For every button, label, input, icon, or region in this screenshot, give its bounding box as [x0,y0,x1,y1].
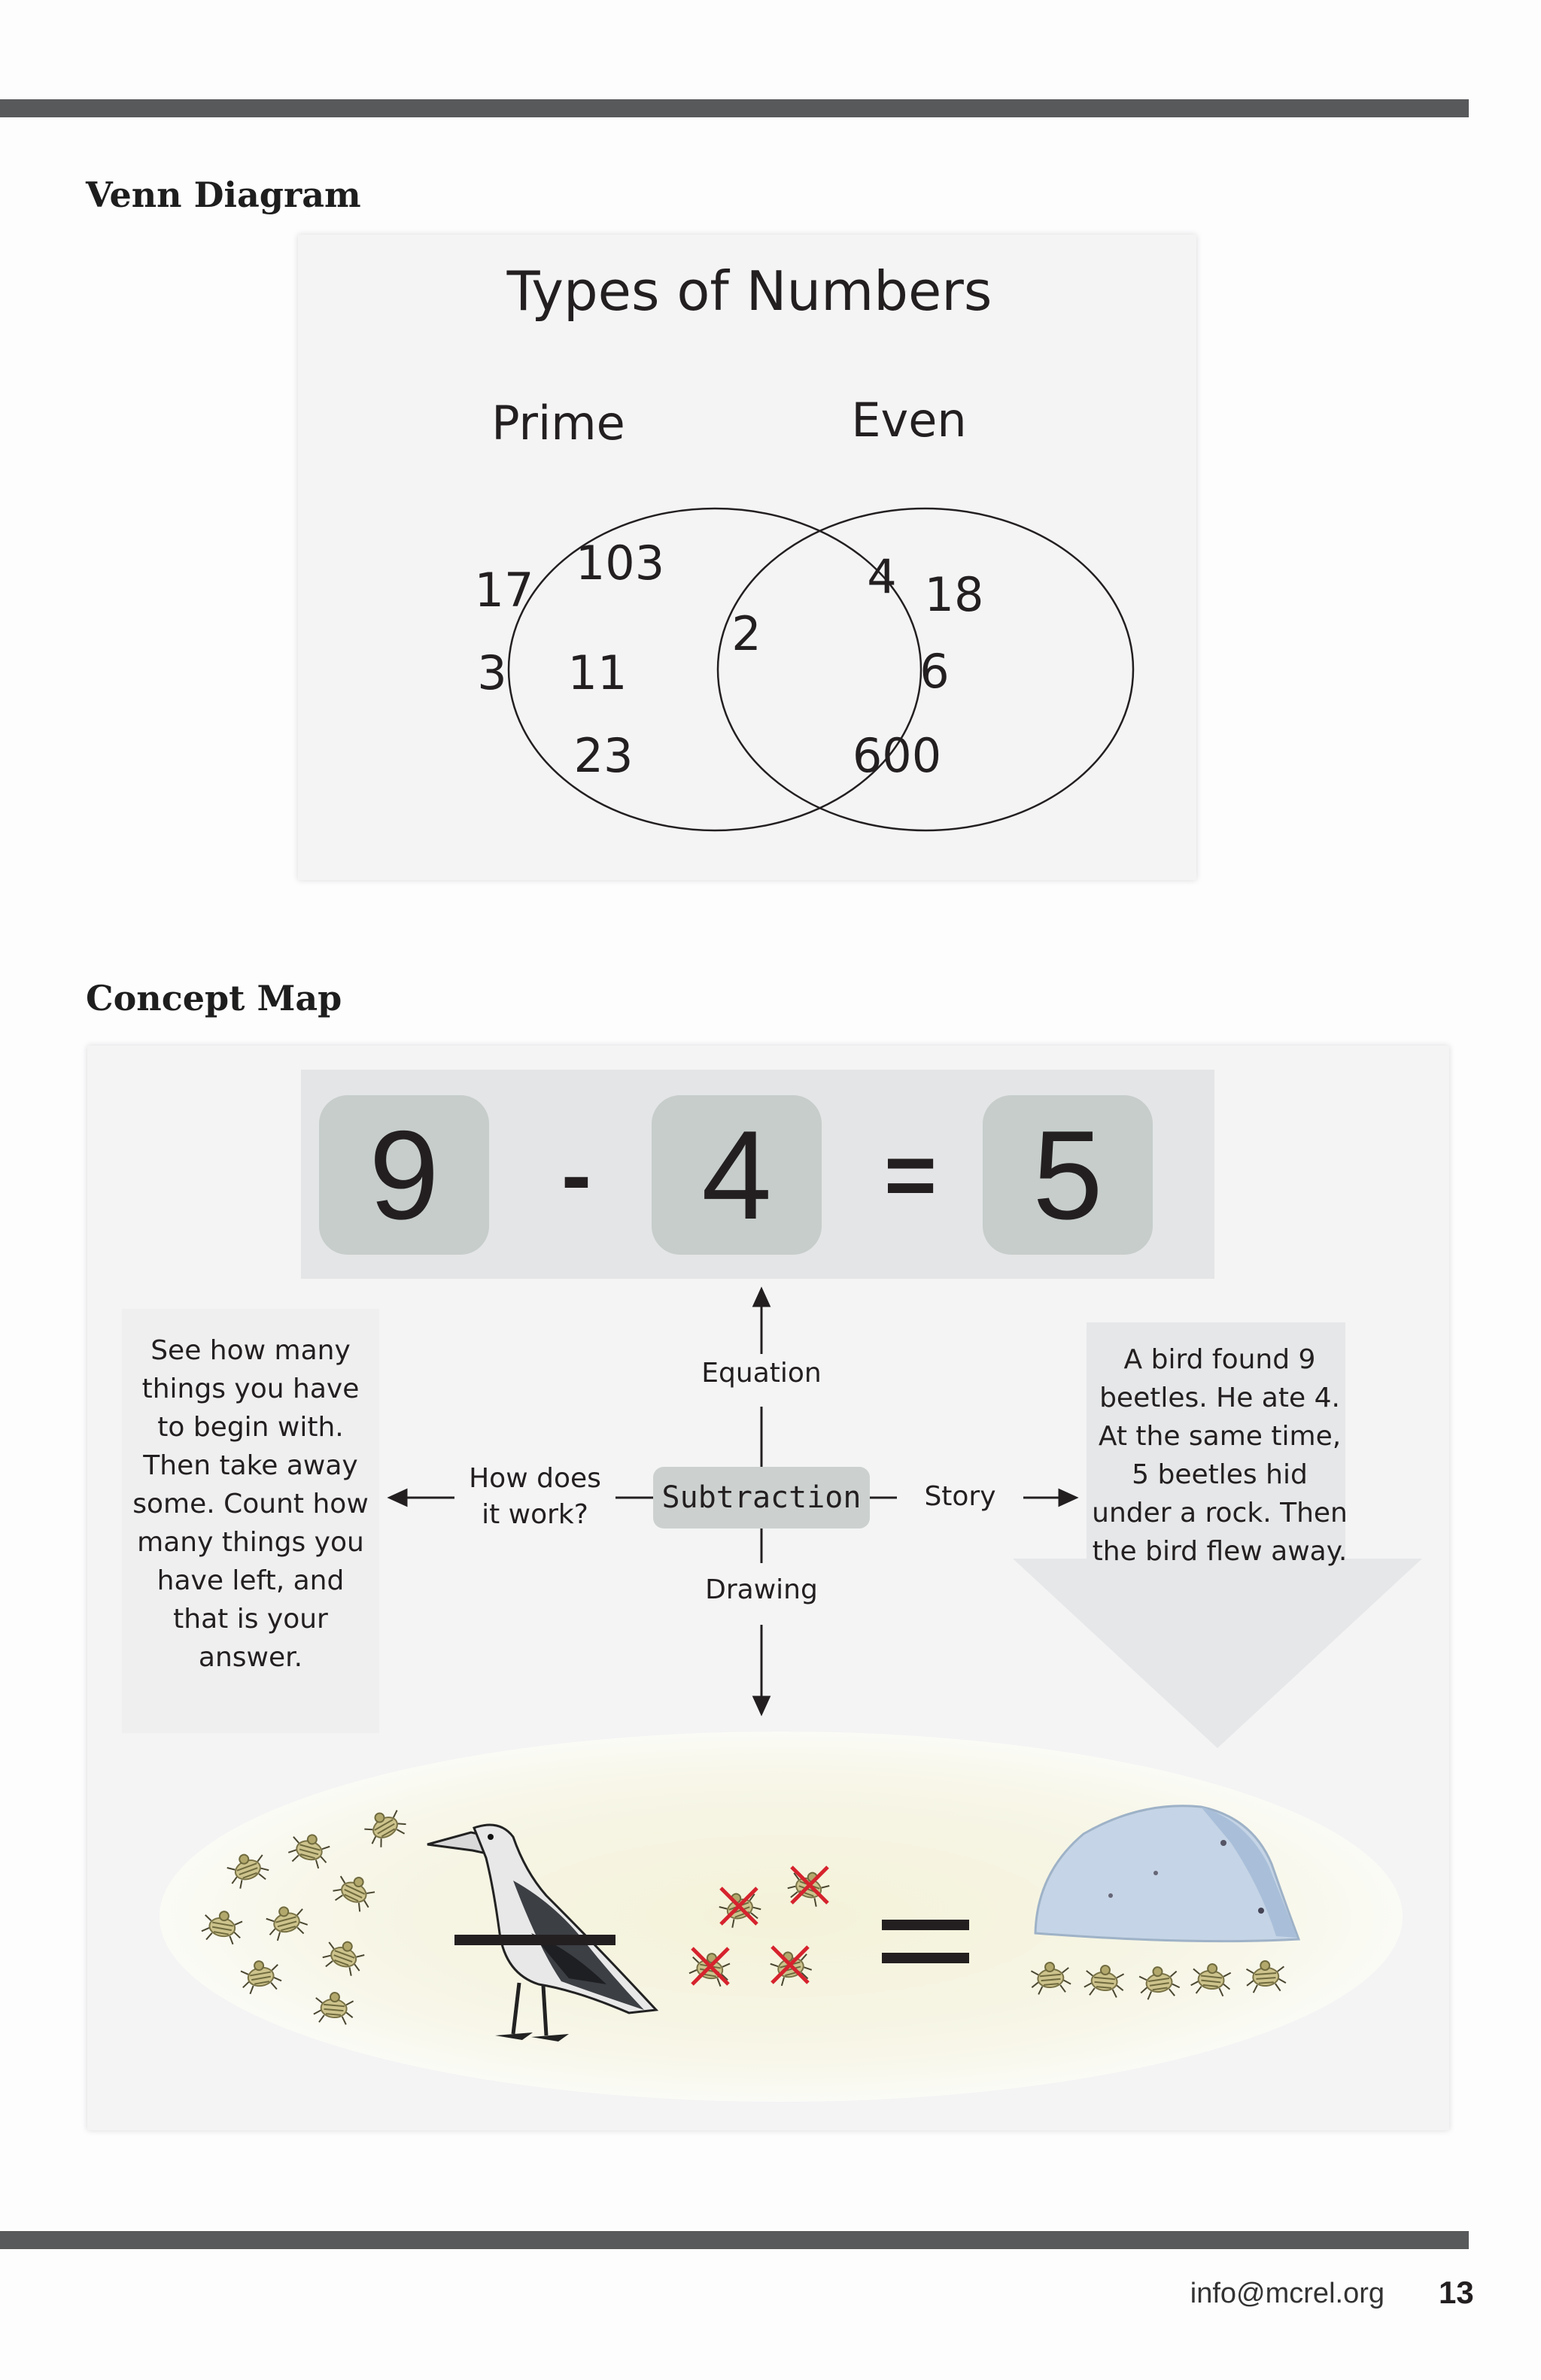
equation-subtrahend: 4 [652,1095,822,1255]
venn-title: Types of Numbers [506,260,992,323]
prime-number: 17 [474,563,534,618]
even-number: 600 [852,728,942,783]
connector-down [754,1528,769,1714]
prime-number: 3 [477,645,507,700]
even-number: 4 [867,549,897,604]
central-node-subtraction: Subtraction [653,1467,870,1528]
prime-number: 23 [573,728,634,783]
venn-diagram [298,235,1196,880]
bottom-rule [0,2231,1469,2249]
equation-equals: = [883,1125,938,1225]
page-number: 13 [1439,2275,1474,2310]
minus-bar [454,1935,615,1945]
prime-number: 11 [567,645,628,700]
venn-heading: Venn Diagram [86,175,361,215]
prime-number: 103 [575,536,665,590]
equation-minuend: 9 [319,1095,489,1255]
story-box [1090,1340,1350,1571]
how-it-works-text: See how many things you have to begin with. Then take away some. Count how many things you have left, and that is your answer. [132,1335,369,1673]
story-text: A bird found 9 beetles. He ate 4. At the same time, 5 beetles hid under a rock. Then the bird flew away. [1092,1344,1348,1567]
branch-label-drawing: Drawing [705,1574,818,1605]
equation-difference: 5 [983,1095,1153,1255]
concept-map-heading: Concept Map [86,978,342,1018]
footer-email[interactable]: info@mcrel.org [1190,2278,1384,2309]
how-it-works-box [122,1309,379,1733]
concept-map-panel [87,1046,1449,2130]
equation-minus: - [561,1125,591,1225]
set-label-prime: Prime [491,396,625,451]
branch-label-how-it-works: How does it work? [469,1463,601,1530]
set-label-even: Even [851,393,967,448]
even-number: 18 [924,567,984,622]
branch-label-story: Story [924,1481,996,1512]
equation-band [301,1070,1214,1279]
intersection-number: 2 [731,606,761,661]
branch-label-equation: Equation [701,1358,822,1389]
even-number: 6 [919,644,950,699]
top-rule [0,99,1469,117]
venn-diagram-panel [298,235,1196,880]
